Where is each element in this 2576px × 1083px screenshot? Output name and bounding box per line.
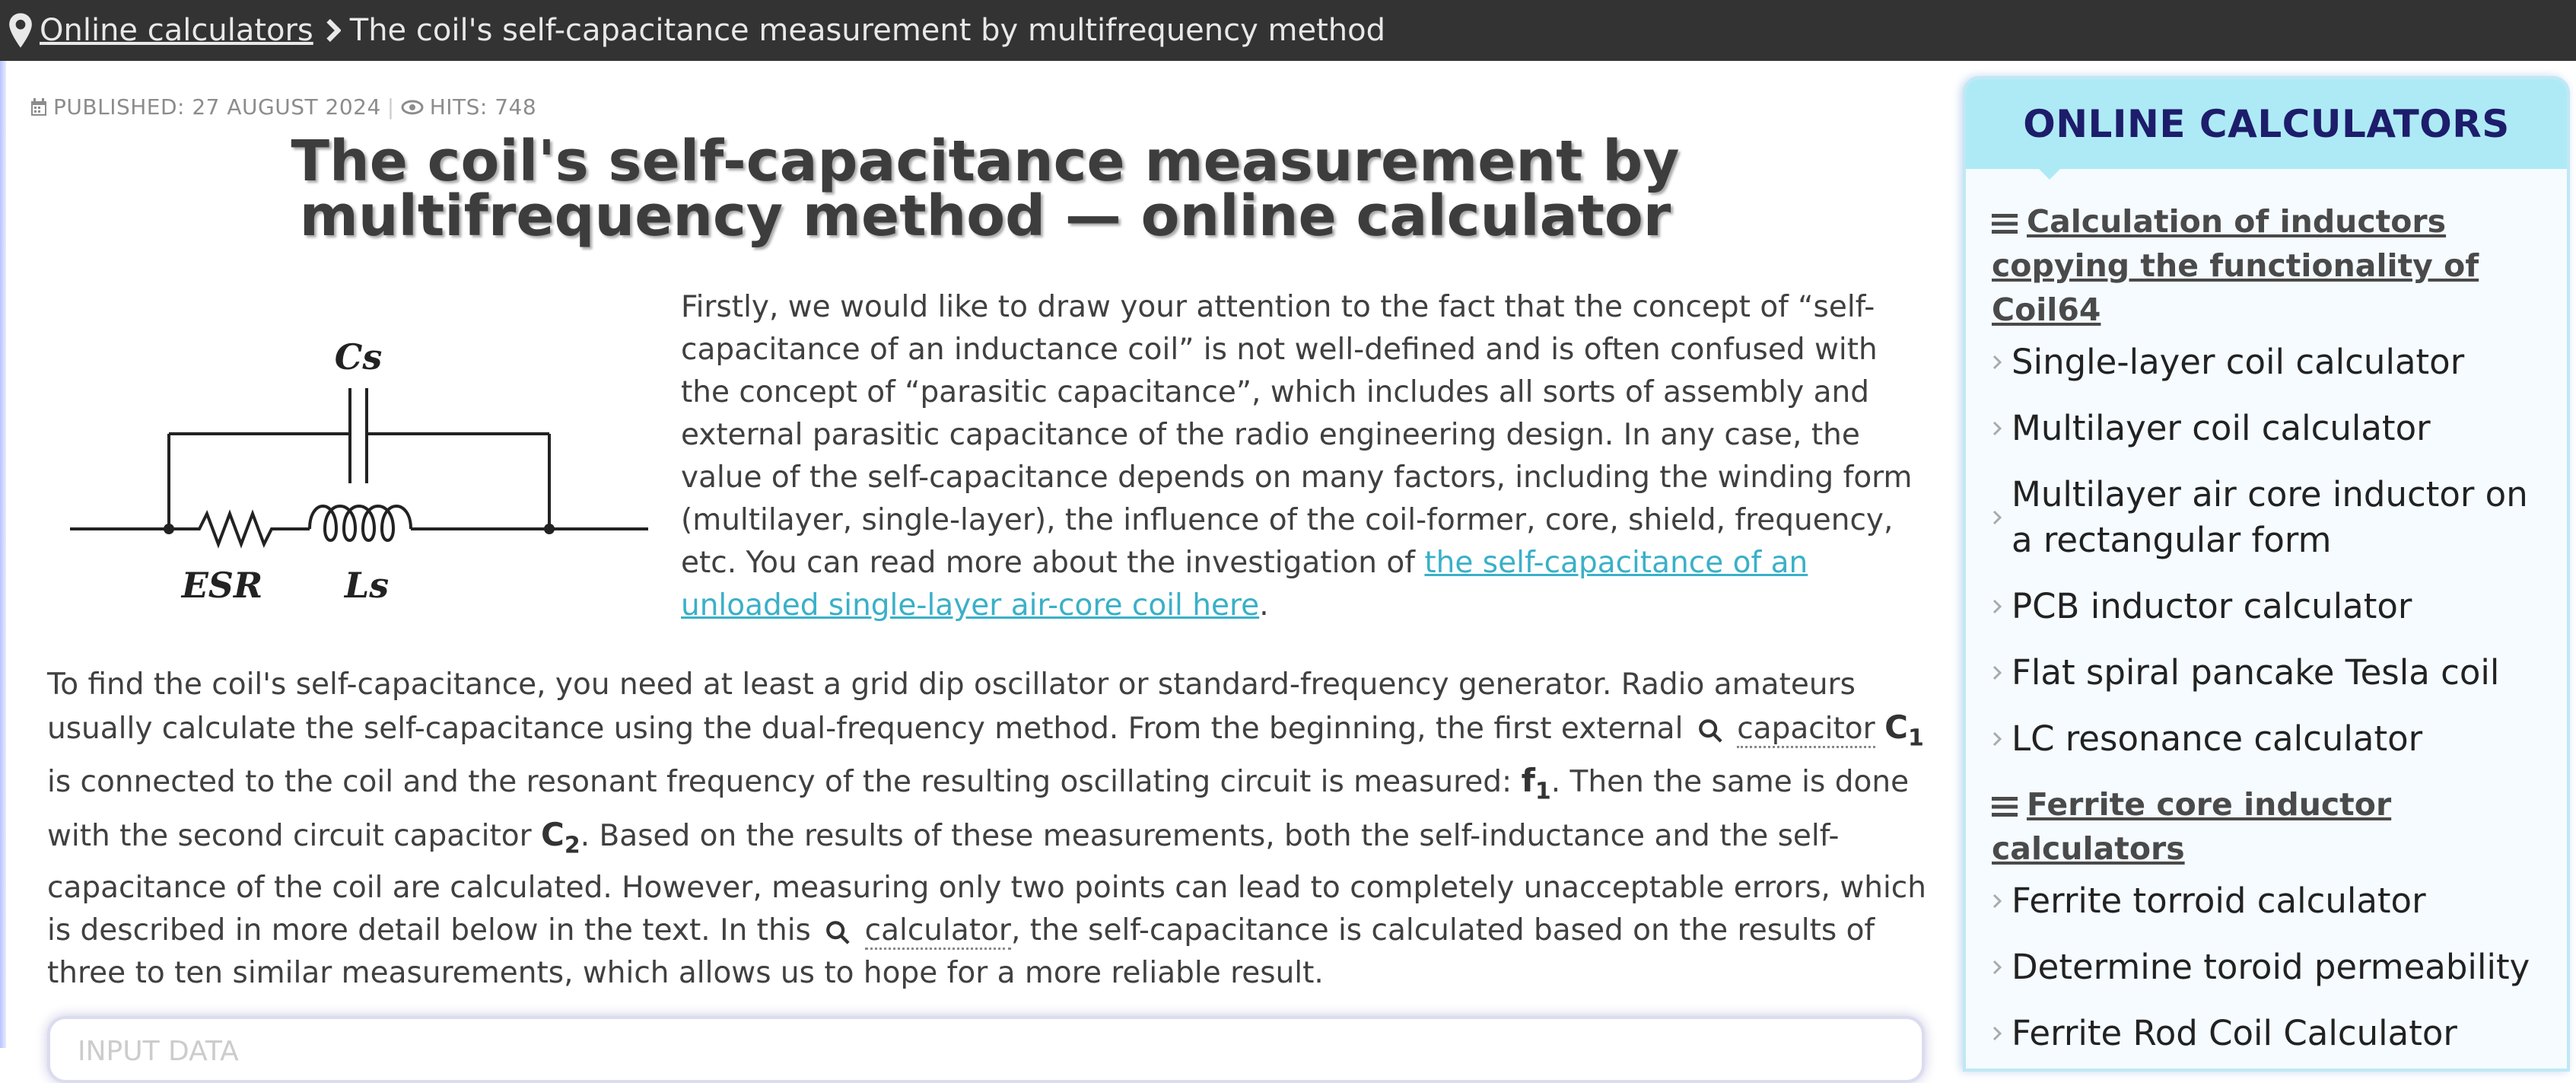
cs-label: Cs	[334, 336, 383, 377]
body-text-5: , the self-capacitance is calculated based on the results of three to ten similar measurements, which allows us to hope for a more reliable result.	[47, 913, 1875, 991]
body-paragraph	[47, 664, 1926, 995]
sidebar-item[interactable]	[1992, 944, 2555, 990]
input-data-panel	[47, 1016, 1925, 1083]
sidebar-item-label[interactable]: Flat spiral pancake Tesla coil	[2012, 652, 2500, 693]
arrow-right-icon	[1992, 509, 2002, 526]
sidebar-category-link[interactable]: Calculation of inductors copying the functionality of Coil64	[1992, 203, 2479, 328]
f1-symbol: f	[1521, 762, 1535, 800]
published-date: PUBLISHED: 27 AUGUST 2024	[53, 94, 381, 119]
sidebar-header	[1966, 79, 2567, 169]
sidebar-item[interactable]	[1992, 584, 2555, 629]
breadcrumb-home-link[interactable]: Online calculators	[40, 13, 313, 48]
esr-label: ESR	[181, 565, 263, 606]
sidebar-category-ferrite[interactable]	[1992, 782, 2555, 871]
f1-subscript: 1	[1534, 778, 1551, 805]
sidebar-item-label[interactable]: Single-layer coil calculator	[2012, 342, 2465, 382]
arrow-right-icon	[1992, 664, 2002, 681]
arrow-right-icon	[1992, 959, 2002, 976]
ls-label: Ls	[344, 565, 390, 606]
c2-subscript: 2	[564, 832, 580, 859]
sidebar-item[interactable]	[1992, 472, 2555, 563]
capacitor-c1	[1884, 709, 1924, 752]
sidebar-item-label[interactable]: Multilayer coil calculator	[2012, 408, 2431, 448]
capacitor-c2	[541, 815, 580, 859]
body-text-1: To find the coil's self-capacitance, you need at least a grid dip oscillator or standard-frequency generator. Radio amateurs usually calculate the self-capacitance using the dual-frequency method. From the beginning, the first external	[47, 667, 1856, 746]
arrow-right-icon	[1992, 731, 2002, 747]
arrow-right-icon	[1992, 1025, 2002, 1042]
body-text-3: . Then the same is done with the second circuit capacitor	[47, 765, 1910, 853]
sidebar	[1963, 76, 2570, 1072]
body-text-4: . Based on the results of these measurements, both the self-inductance and the self-capacitance of the coil are calculated. However, measuring only two points can lead to completely unacceptable errors, which is described in more detail below in the text. In this	[47, 818, 1926, 948]
sidebar-item-label[interactable]: LC resonance calculator	[2012, 718, 2423, 759]
intro-paragraph	[681, 286, 1929, 627]
sidebar-header-pointer	[2039, 169, 2060, 180]
sidebar-item[interactable]	[1992, 878, 2555, 924]
meta-separator: |	[386, 94, 395, 119]
article-meta	[30, 94, 536, 119]
sidebar-item[interactable]	[1992, 339, 2555, 385]
magnifier-icon[interactable]	[1697, 718, 1723, 744]
magnifier-icon[interactable]	[825, 919, 851, 945]
intro-end: .	[1259, 588, 1269, 623]
glossary-term-calculator[interactable]: calculator	[865, 913, 1011, 950]
sidebar-menu	[1992, 199, 2555, 1077]
page-border	[0, 61, 6, 1048]
circuit-diagram	[62, 308, 656, 628]
sidebar-item-label[interactable]: Multilayer air core inductor on a rectangular form	[2012, 474, 2528, 560]
sidebar-category-link[interactable]: Ferrite core inductor calculators	[1992, 786, 2392, 867]
sidebar-item-label[interactable]: PCB inductor calculator	[2012, 586, 2412, 626]
arrow-right-icon	[1992, 420, 2002, 437]
body-text-2: is connected to the coil and the resonant frequency of the resulting oscillating circuit is measured:	[47, 765, 1512, 800]
sidebar-item-label[interactable]: Ferrite torroid calculator	[2012, 881, 2426, 921]
intro-text: Firstly, we would like to draw your attention to the fact that the concept of “self-capacitance of an inductance coil” is not well-defined and is often confused with the concept of “parasitic capacitance”, which includes all sorts of assembly and external parasitic capacitance of the radio engineering design. In any case, the value of the self-capacitance depends on many factors, including the winding form (multilayer, single-layer), the influence of the coil-former, core, shield, frequency, etc. You can read more about the investigation of	[681, 290, 1913, 580]
sidebar-item[interactable]	[1992, 406, 2555, 451]
sidebar-item[interactable]	[1992, 1011, 2555, 1056]
bars-icon	[1992, 795, 2018, 818]
breadcrumb-current: The coil's self-capacitance measurement by multifrequency method	[349, 13, 1385, 48]
chevron-right-icon	[326, 18, 341, 43]
map-marker-icon	[8, 12, 33, 49]
self-capacitance-article-link[interactable]: the self-capacitance of an unloaded single-layer air-core coil here	[681, 546, 1808, 623]
bars-icon	[1992, 212, 2018, 235]
sidebar-title: ONLINE CALCULATORS	[2023, 102, 2510, 146]
input-data-title: INPUT DATA	[78, 1036, 239, 1067]
sidebar-item[interactable]	[1992, 716, 2555, 762]
calendar-icon	[30, 98, 47, 116]
arrow-right-icon	[1992, 354, 2002, 371]
sidebar-item-label[interactable]: Determine toroid permeability	[2012, 947, 2530, 987]
arrow-right-icon	[1992, 598, 2002, 615]
frequency-f1	[1521, 762, 1551, 805]
breadcrumb	[0, 0, 2576, 61]
hits-count: HITS: 748	[429, 94, 537, 119]
eye-icon	[401, 99, 424, 116]
arrow-right-icon	[1992, 893, 2002, 909]
sidebar-item[interactable]	[1992, 650, 2555, 696]
sidebar-category-inductors[interactable]	[1992, 199, 2555, 332]
c2-symbol: C	[541, 815, 564, 853]
c1-subscript: 1	[1907, 725, 1924, 752]
sidebar-item-label[interactable]: Ferrite Rod Coil Calculator	[2012, 1013, 2457, 1053]
glossary-term-capacitor[interactable]: capacitor	[1737, 712, 1875, 748]
page-title: The coil's self-capacitance measurement by multifrequency method — online calculator	[291, 129, 1680, 249]
c1-symbol: C	[1884, 709, 1908, 746]
